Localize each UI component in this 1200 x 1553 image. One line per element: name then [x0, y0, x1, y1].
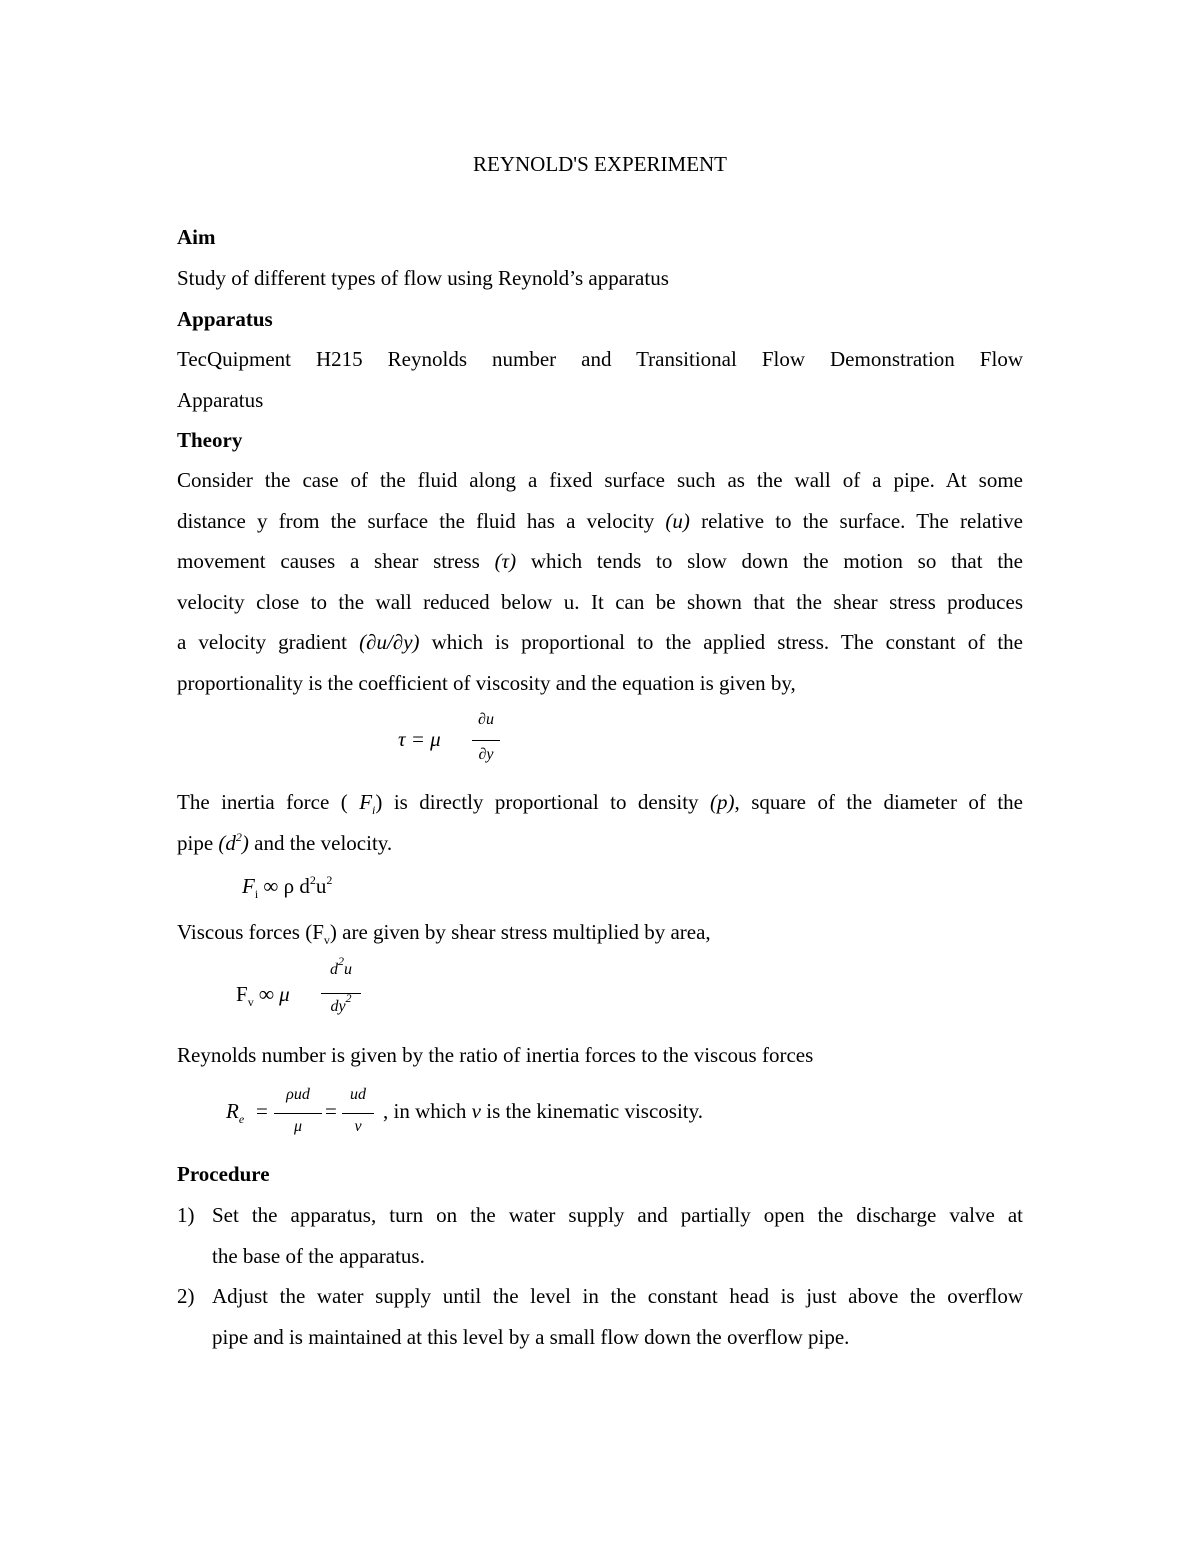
eq1-fraction-bar: [472, 740, 500, 741]
equation-inertia-force: $F_i$ ∞ ρ $d^2u^2$: [242, 873, 333, 901]
theory-p1-line-3: movement causes a shear stress (τ) which tends to slow down the motion so that the: [177, 549, 1023, 573]
procedure-item-line-1: Adjust the water supply until the level in the constant head is just above the overflow: [212, 1284, 1023, 1308]
eq4-fraction-bar-1: [274, 1113, 322, 1114]
eq3-denominator: $dy^2$: [330, 991, 352, 1015]
eq4-fraction-bar-2: [342, 1113, 374, 1114]
theory-heading: Theory: [177, 428, 243, 452]
page-title: REYNOLD'S EXPERIMENT: [472, 152, 728, 176]
eq1-lhs: τ = μ: [398, 727, 441, 751]
theory-p1-line-4: velocity close to the wall reduced below u. It can be shown that the shear stress produces: [177, 590, 1023, 614]
aim-heading: Aim: [177, 225, 216, 249]
theory-p2-line-2: pipe $(d^2)$ and the velocity.: [177, 830, 393, 855]
theory-p2-line-1: The inertia force ( $F_i$) is directly proportional to density (p), square of the diameter of the: [177, 790, 1023, 817]
eq4-denominator-1: μ: [293, 1118, 303, 1135]
procedure-item-line-2: pipe and is maintained at this level by a small flow down the overflow pipe.: [212, 1325, 850, 1349]
apparatus-line-2: Apparatus: [177, 388, 264, 412]
eq1-denominator: ∂y: [478, 746, 494, 763]
eq4-tail: , in which ν is the kinematic viscosity.: [383, 1099, 704, 1123]
theory-p4: Reynolds number is given by the ratio of inertia forces to the viscous forces: [177, 1043, 814, 1067]
theory-p1-line-2: distance y from the surface the fluid has a velocity (u) relative to the surface. The relative: [177, 509, 1023, 533]
procedure-item-line-2: the base of the apparatus.: [212, 1244, 425, 1268]
theory-p1-line-6: proportionality is the coefficient of viscosity and the equation is given by,: [177, 671, 796, 695]
procedure-heading: Procedure: [177, 1162, 270, 1186]
eq3-lhs: $F_v$ ∞ μ: [236, 982, 290, 1009]
procedure-item-line-1: Set the apparatus, turn on the water supply and partially open the discharge valve at: [212, 1203, 1023, 1227]
eq4-numerator-2: ud: [350, 1086, 366, 1103]
eq4-equals-1: =: [256, 1099, 268, 1123]
eq4-numerator-1: ρud: [286, 1086, 310, 1103]
eq4-lhs: $R_e$: [226, 1099, 245, 1126]
theory-p3: Viscous forces $(F_v)$ are given by shear stress multiplied by area,: [177, 920, 711, 947]
eq1-numerator: ∂u: [478, 711, 494, 728]
aim-text: Study of different types of flow using Reynold’s apparatus: [177, 266, 669, 290]
procedure-item-number: 2): [177, 1284, 195, 1308]
eq4-denominator-2: ν: [354, 1118, 362, 1135]
theory-p1-line-1: Consider the case of the fluid along a fixed surface such as the wall of a pipe. At some: [177, 468, 1023, 492]
eq4-equals-2: =: [325, 1099, 337, 1123]
apparatus-line-1: TecQuipment H215 Reynolds number and Transitional Flow Demonstration Flow: [177, 347, 1023, 371]
eq3-fraction-bar: [321, 993, 361, 994]
procedure-item-number: 1): [177, 1203, 195, 1227]
eq3-numerator: $d^2u$: [330, 954, 352, 978]
theory-p1-line-5: a velocity gradient (∂u/∂y) which is proportional to the applied stress. The constant of the: [177, 630, 1023, 654]
apparatus-heading: Apparatus: [177, 307, 273, 331]
